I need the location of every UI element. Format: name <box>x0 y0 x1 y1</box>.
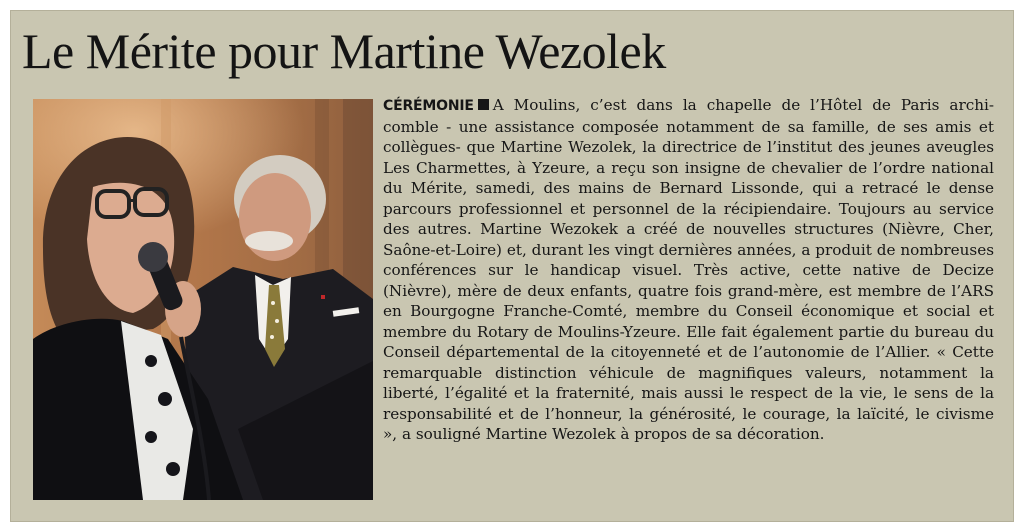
kicker: CÉRÉMONIE <box>383 98 474 114</box>
article-body <box>383 95 994 445</box>
article-text: A Moulins, c’est dans la chapelle de l’Hôtel de Paris archi-comble - une assistance composée notamment de sa famille, de ses amis et collègues- que Martine Wezolek, la directrice de l’institut des jeunes aveugles Les Charmettes, à Yzeure, a reçu son insigne de chevalier de l’ordre national du Mérite, samedi, des mains de Bernard Lissonde, qui a retracé le dense parcours professionnel et personnel de la récipiendaire. Toujours au service des autres. Martine Wezokek a créé de nouvelles structures (Nièvre, Cher, Saône-et-Loire) et, durant les vingt dernières années, a produit de nombreuses conférences sur le handicap visuel. Très active, cette native de Decize (Nièvre), mère de deux enfants, quatre fois grand-mère, est membre de l’ARS en Bourgogne Franche-Comté, membre du Conseil économique et social et membre du Rotary de Moulins-Yzeure. Elle fait également partie du bureau du Conseil départemental de la citoyenneté et de l’autonomie de l’Allier. « Cette remarquable distinction véhicule de magnifiques valeurs, notamment la liberté, l’égalité et la fraternité, mais aussi le respect de la vie, le sens de la responsabilité et de l’honneur, la générosité, le courage, la laïcité, le civisme », a souligné Martine Wezolek à propos de sa décoration. <box>383 96 994 443</box>
ceremony-photo <box>33 99 373 500</box>
black-square-icon <box>478 99 489 110</box>
headline: Le Mérite pour Martine Wezolek <box>22 23 666 79</box>
